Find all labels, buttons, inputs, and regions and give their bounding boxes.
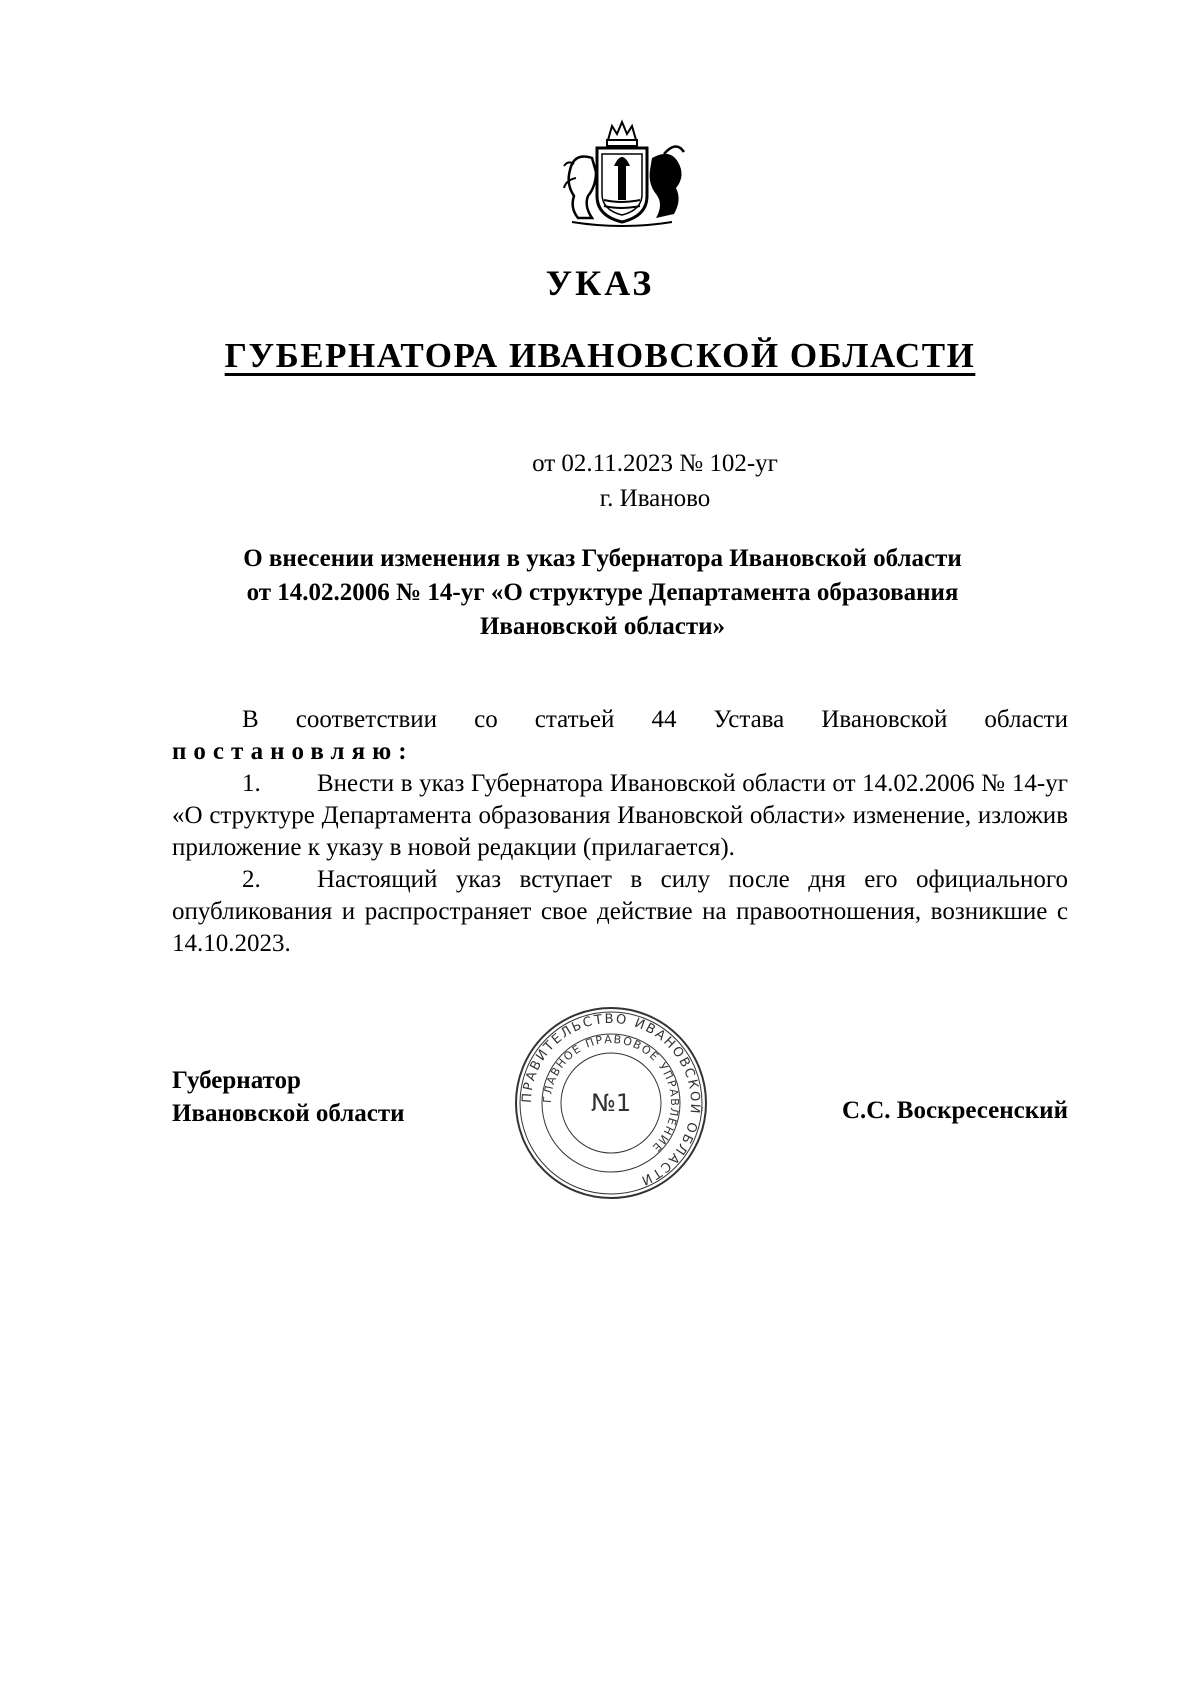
city: г. Иваново bbox=[599, 485, 711, 512]
subject-line-1: О внесении изменения в указ Губернатора Ивановской области bbox=[243, 545, 962, 572]
position-line-2: Ивановской области bbox=[172, 1100, 405, 1127]
preamble: В соответствии со статьей 44 Устава Ивановской области bbox=[242, 706, 1068, 733]
list-item bbox=[172, 864, 1068, 960]
date-number: от 02.11.2023 № 102-уг bbox=[532, 450, 778, 477]
signatory-name: С.С. Воскресенский bbox=[841, 1097, 1068, 1124]
decree-subject bbox=[140, 542, 1065, 644]
stamp-center-number: №1 bbox=[590, 1089, 632, 1117]
coat-of-arms-icon bbox=[552, 118, 692, 230]
position-line-1: Губернатор bbox=[172, 1067, 301, 1094]
subject-line-2: от 14.02.2006 № 14-уг «О структуре Департамента образования bbox=[246, 579, 959, 606]
list-item bbox=[172, 768, 1068, 864]
decree-word: постановляю: bbox=[172, 738, 414, 765]
subject-line-3: Ивановской области» bbox=[479, 613, 726, 640]
item-text: Настоящий указ вступает в силу после дня его официального опубликования и распространяет свое действие на правоотношения, возникшие с 14.10.2023. bbox=[172, 866, 1068, 957]
item-text: Внести в указ Губернатора Ивановской области от 14.02.2006 № 14-уг «О структуре Департамента образования Ивановской области» изменение, изложив приложение к указу в новой редакции (прилагается). bbox=[172, 770, 1068, 861]
signatory-position bbox=[172, 1064, 405, 1130]
issuer-title-text: ГУБЕРНАТОРА ИВАНОВСКОЙ ОБЛАСТИ bbox=[224, 336, 976, 375]
issuer-title bbox=[0, 336, 1200, 376]
stamp-outer-text: ПРАВИТЕЛЬСТВО ИВАНОВСКОЙ ОБЛАСТИ bbox=[519, 1011, 703, 1189]
stamp-inner-text: ГЛАВНОЕ ПРАВОВОЕ УПРАВЛЕНИЕ bbox=[540, 1032, 682, 1155]
item-number: 1. bbox=[242, 770, 261, 797]
item-number: 2. bbox=[242, 866, 261, 893]
date-number-block bbox=[0, 446, 1200, 516]
official-stamp-icon bbox=[513, 1005, 709, 1201]
document-type-title: УКАЗ bbox=[545, 263, 655, 303]
decree-body bbox=[172, 704, 1068, 960]
